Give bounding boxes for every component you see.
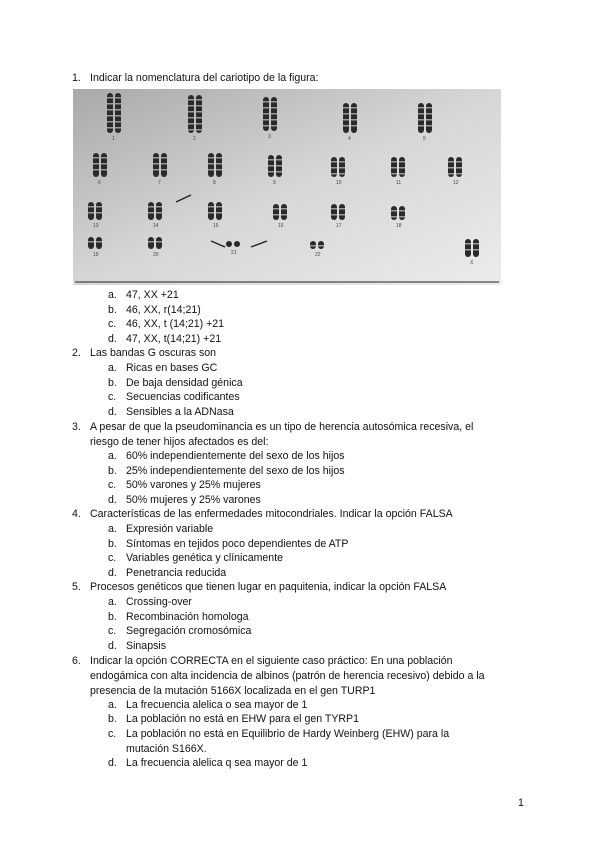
chromosome-band [426,119,432,121]
chromosome-band [196,99,202,101]
option-3a[interactable] [108,449,345,464]
chromosome-label: 9 [273,180,276,186]
chromosome [188,95,194,133]
option-letter: a. [108,699,117,711]
chromosome-band [216,206,222,208]
option-4a[interactable] [108,522,214,537]
chromosome [96,237,102,249]
chromosome-band [339,214,345,216]
chromosome [148,202,154,220]
question-number: 1. [72,72,81,84]
chromosome-band [268,171,274,173]
chromosome-band [208,212,214,214]
chromosome-band [318,245,324,247]
chromosome [281,204,287,220]
chromosome-band [107,115,113,117]
question-text: riesgo de tener hijos afectados es del: [90,435,269,448]
option-text: Variables genética y clínicamente [126,552,284,564]
chromosome-band [107,127,113,129]
chromosome-band [96,241,102,243]
chromosome-band [339,167,345,169]
option-letter: a. [108,289,117,301]
option-letter: c. [108,318,117,330]
chromosome-band [161,157,167,159]
chromosome [465,239,471,257]
chromosome [216,202,222,220]
chromosome-band [93,163,99,165]
option-letter: c. [108,479,117,491]
chromosome-band [426,107,432,109]
option-6b[interactable] [108,712,360,727]
chromosome-label: 12 [453,180,459,186]
chromosome-label: X [470,260,474,266]
chromosome-label: 10 [336,180,342,186]
chromosome-band [331,214,337,216]
chromosome-label: 4 [348,136,351,142]
option-text: La población no está en Equilibrio de Hardy Weinberg (EHW) para la [126,728,450,740]
chromosome-label: 13 [93,223,99,229]
chromosome-band [153,157,159,159]
option-text: 47, XX, t(14;21) +21 [126,333,222,345]
option-letter: d. [108,757,117,769]
option-text: Secuencias codificantes [126,391,240,403]
chromosome-band [148,206,154,208]
question-text: Indicar la nomenclatura del cariotipo de la figura: [90,72,319,84]
chromosome-band [107,97,113,99]
chromosome-band [101,169,107,171]
option-letter: b. [108,304,117,316]
chromosome-band [465,243,471,245]
chromosome [156,202,162,220]
option-letter: d. [108,567,117,579]
chromosome [196,95,202,133]
chromosome-band [448,161,454,163]
chromosome-band [188,99,194,101]
chromosome-band [156,206,162,208]
chromosome-band [115,121,121,123]
chromosome [208,153,214,177]
chromosome-band [418,119,424,121]
chromosome-band [273,208,279,210]
chromosome-band [339,161,345,163]
chromosome-label: 6 [98,180,101,186]
chromosome-band [216,212,222,214]
chromosome-band [418,113,424,115]
chromosome-band [96,212,102,214]
chromosome-band [263,101,269,103]
question-text: endogámica con alta incidencia de albinos (patrón de herencia recesivo) debido a la [90,669,485,682]
question-text: A pesar de que la pseudominancia es un tipo de herencia autosómica recesiva, el [90,421,474,433]
chromosome-band [115,97,121,99]
chromosome-band [399,216,405,218]
chromosome [93,153,99,177]
question-4 [72,507,520,522]
chromosome-band [156,212,162,214]
chromosome-band [188,117,194,119]
chromosome-band [351,119,357,121]
option-6d[interactable] [108,756,308,771]
chromosome-label: 14 [153,223,159,229]
option-4b[interactable] [108,537,349,552]
question-text: Las bandas G oscuras son [90,347,217,359]
chromosome-label: 3 [268,134,271,140]
option-3d[interactable] [108,493,261,508]
option-text: Ricas en bases GC [126,362,218,374]
option-letter: b. [108,465,117,477]
chromosome-label: 15 [213,223,219,229]
question-text: presencia de la mutación 5166X localizada en el gen TURP1 [90,684,376,697]
chromosome-label: 21 [231,250,237,256]
question-2 [72,346,520,361]
chromosome [88,237,94,249]
chromosome-band [88,241,94,243]
chromosome-band [343,113,349,115]
option-letter: a. [108,362,117,374]
option-text: Penetrancia reducida [126,567,227,579]
chromosome-band [456,173,462,175]
chromosome-band [115,127,121,129]
option-text: 50% varones y 25% mujeres [126,479,261,491]
option-4d[interactable] [108,566,227,581]
chromosome-band [343,125,349,127]
question-number: 6. [72,655,81,667]
option-text: 46, XX, r(14;21) [126,304,201,316]
option-letter: b. [108,611,117,623]
chromosome-band [148,212,154,214]
chromosome-band [196,105,202,107]
karyotype-figure [73,89,501,285]
option-1b[interactable] [108,303,201,318]
option-letter: a. [108,450,117,462]
option-text: Crossing-over [126,596,192,608]
chromosome [226,241,232,247]
option-text: La frecuencia alelica o sea mayor de 1 [126,699,308,711]
option-text: Recombinación homologa [126,611,249,623]
chromosome-band [216,157,222,159]
chromosome-band [276,171,282,173]
chromosome [339,204,345,220]
option-letter: c. [108,552,117,564]
chromosome-band [399,161,405,163]
chromosome-label: 16 [278,223,284,229]
option-text: Sinapsis [126,640,167,652]
chromosome-band [331,208,337,210]
option-5c[interactable] [108,624,252,639]
chromosome [234,241,240,247]
chromosome-band [456,167,462,169]
chromosome-band [188,105,194,107]
chromosome-label: 8 [213,180,216,186]
chromosome-band [418,107,424,109]
question-number: 2. [72,347,81,359]
chromosome-label: 19 [93,252,99,258]
chromosome-band [161,169,167,171]
chromosome [153,153,159,177]
option-2d[interactable] [108,405,234,420]
chromosome-band [196,123,202,125]
chromosome-band [268,165,274,167]
chromosome-band [268,159,274,161]
chromosome-label: 1 [112,136,115,142]
question-text: Procesos genéticos que tienen lugar en paquitenia, indicar la opción FALSA [90,581,447,593]
option-6c[interactable] [108,727,450,757]
chromosome-band [331,161,337,163]
question-1 [72,71,520,86]
question-3 [72,420,520,450]
option-text: 50% mujeres y 25% varones [126,494,261,506]
chromosome-band [271,107,277,109]
option-letter: d. [108,494,117,506]
chromosome-band [391,167,397,169]
chromosome-band [153,169,159,171]
chromosome-band [208,163,214,165]
chromosome [399,206,405,220]
chromosome-band [331,167,337,169]
chromosome [156,237,162,249]
chromosome-band [418,125,424,127]
chromosome-band [473,249,479,251]
chromosome-band [273,214,279,216]
option-text: Sensibles a la ADNasa [126,406,234,418]
chromosome-band [208,157,214,159]
option-letter: b. [108,713,117,725]
chromosome-band [310,245,316,247]
chromosome [148,237,154,249]
option-text: La frecuencia alelica q sea mayor de 1 [126,757,308,769]
chromosome-band [331,173,337,175]
chromosome [273,204,279,220]
option-5b[interactable] [108,610,249,625]
option-text: La población no está en EHW para el gen TYRP1 [126,713,360,725]
chromosome-band [216,163,222,165]
karyotype-image [73,89,501,285]
chromosome-band [339,208,345,210]
chromosome-band [208,169,214,171]
chromosome-band [343,107,349,109]
chromosome-band [107,103,113,105]
chromosome-band [115,109,121,111]
chromosome [391,206,397,220]
chromosome-label: 22 [315,252,321,258]
chromosome-band [343,119,349,121]
option-letter: b. [108,377,117,389]
question-text: Características de las enfermedades mitocondriales. Indicar la opción FALSA [90,508,453,520]
option-letter: d. [108,406,117,418]
chromosome-band [208,206,214,208]
chromosome-band [263,113,269,115]
chromosome-band [107,121,113,123]
option-1d[interactable] [108,332,222,347]
chromosome-label: 5 [423,136,426,142]
chromosome-band [473,243,479,245]
chromosome-label: 11 [396,180,402,186]
page-number: 1 [518,797,524,809]
chromosome-band [196,129,202,131]
option-letter: c. [108,625,117,637]
chromosome-band [456,161,462,163]
chromosome-band [391,216,397,218]
chromosome-band [391,173,397,175]
chromosome [331,204,337,220]
chromosome-band [426,125,432,127]
chromosome [96,202,102,220]
chromosome-band [88,206,94,208]
chromosome-band [88,212,94,214]
option-text: De baja densidad génica [126,377,243,389]
option-text: Segregación cromosómica [126,625,252,637]
question-number: 5. [72,581,81,593]
chromosome-band [263,125,269,127]
chromosome-label: 20 [153,252,159,258]
chromosome-band [216,169,222,171]
option-5a[interactable] [108,595,192,610]
chromosome-band [271,125,277,127]
chromosome-band [96,206,102,208]
question-5 [72,580,520,595]
option-letter: a. [108,596,117,608]
chromosome-band [391,210,397,212]
chromosome [473,239,479,257]
option-letter: c. [108,391,117,403]
chromosome [101,153,107,177]
option-text-continued: mutación S166X. [126,742,207,755]
chromosome-band [263,119,269,121]
chromosome-band [448,167,454,169]
chromosome-band [448,173,454,175]
chromosome-band [281,208,287,210]
option-2a[interactable] [108,361,218,376]
chromosome-band [196,111,202,113]
chromosome-band [93,169,99,171]
option-letter: d. [108,640,117,652]
chromosome-band [107,109,113,111]
chromosome-band [263,107,269,109]
option-6a[interactable] [108,698,308,713]
chromosome [208,202,214,220]
chromosome-band [399,173,405,175]
chromosome-label: 7 [158,180,161,186]
option-text: 25% independientemente del sexo de los hijos [126,465,345,477]
chromosome-band [188,129,194,131]
option-text: 47, XX +21 [126,289,179,301]
chromosome-band [351,113,357,115]
option-letter: b. [108,538,117,550]
chromosome [88,202,94,220]
option-1a[interactable] [108,288,179,303]
chromosome-band [101,157,107,159]
chromosome-band [271,119,277,121]
option-text: 60% independientemente del sexo de los hijos [126,450,345,462]
chromosome [216,153,222,177]
chromosome-band [351,107,357,109]
chromosome-band [276,165,282,167]
option-letter: a. [108,523,117,535]
chromosome-band [161,163,167,165]
chromosome-band [115,103,121,105]
option-3c[interactable] [108,478,261,493]
chromosome-band [271,101,277,103]
option-letter: d. [108,333,117,345]
chromosome-band [153,163,159,165]
option-5d[interactable] [108,639,167,654]
option-2c[interactable] [108,390,240,405]
option-1c[interactable] [108,317,225,332]
question-6 [72,654,520,698]
chromosome-band [399,167,405,169]
chromosome-band [101,163,107,165]
chromosome-band [271,113,277,115]
question-text: Indicar la opción CORRECTA en el siguiente caso práctico: En una población [90,655,453,667]
chromosome-band [276,159,282,161]
option-text: 46, XX, t (14;21) +21 [126,318,225,330]
chromosome-band [93,157,99,159]
chromosome-band [399,210,405,212]
chromosome-band [351,125,357,127]
option-4c[interactable] [108,551,284,566]
chromosome-band [426,113,432,115]
chromosome-band [148,241,154,243]
chromosome-band [281,214,287,216]
option-text: Expresión variable [126,523,214,535]
option-3b[interactable] [108,464,345,479]
chromosome-band [115,115,121,117]
option-2b[interactable] [108,376,243,391]
chromosome-band [391,161,397,163]
chromosome-band [465,249,471,251]
chromosome-band [188,111,194,113]
chromosome [161,153,167,177]
chromosome-label: 2 [193,136,196,142]
chromosome-band [156,241,162,243]
chromosome-label: 18 [396,223,402,229]
chromosome-band [196,117,202,119]
chromosome-label: 17 [336,223,342,229]
question-number: 4. [72,508,81,520]
chromosome-band [339,173,345,175]
option-letter: c. [108,728,117,740]
question-number: 3. [72,421,81,433]
chromosome-band [188,123,194,125]
option-text: Síntomas en tejidos poco dependientes de ATP [126,538,349,550]
